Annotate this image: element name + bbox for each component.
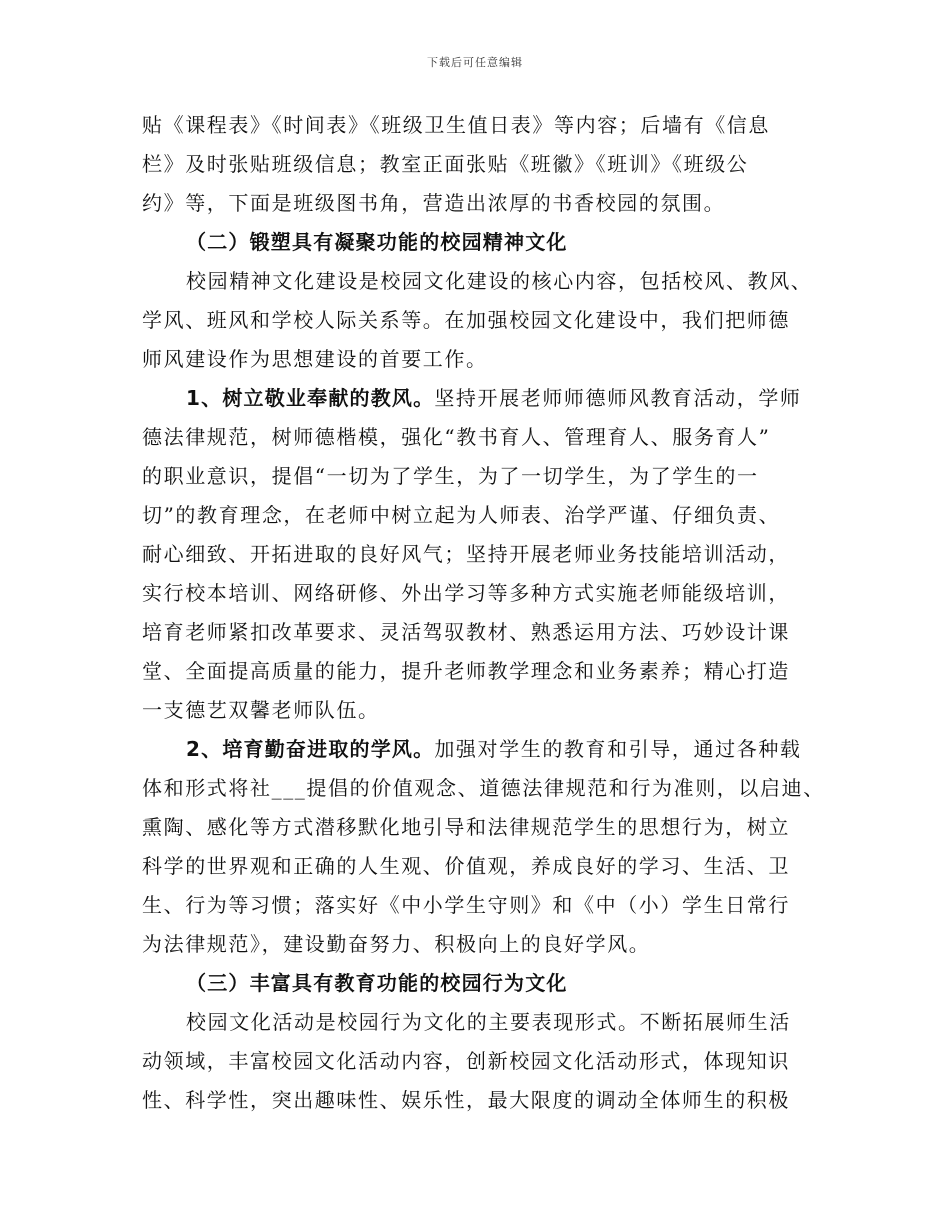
- body-line: 堂、全面提高质量的能力，提升老师教学理念和业务素养；精心打造: [142, 659, 790, 683]
- body-line: 师风建设作为思想建设的首要工作。: [142, 347, 488, 371]
- body-line: 科学的世界观和正确的人生观、价值观，养成良好的学习、生活、卫: [142, 854, 790, 878]
- body-line: 生、行为等习惯；落实好《中小学生守则》和《中（小）学生日常行: [142, 893, 790, 917]
- section-heading-3: （三）丰富具有教育功能的校园行为文化: [186, 971, 568, 995]
- body-line: 约》等，下面是班级图书角，营造出浓厚的书香校园的氛围。: [142, 191, 726, 215]
- body-line: 栏》及时张贴班级信息；教室正面张贴《班徽》《班训》《班级公: [142, 152, 749, 176]
- subheading-2: 2、培育勤奋进取的学风。: [186, 737, 435, 761]
- body-line: 一支德艺双馨老师队伍。: [142, 698, 380, 722]
- body-line: 贴《课程表》《时间表》《班级卫生值日表》等内容；后墙有《信息: [142, 113, 770, 137]
- body-line: 德法律规范，树师德楷模，强化“教书育人、管理育人、服务育人”: [142, 425, 771, 449]
- body-line: 体和形式将社___提倡的价值观念、道德法律规范和行为准则，以启迪、: [142, 776, 825, 800]
- document-body: [142, 106, 832, 1120]
- body-line: 性、科学性，突出趣味性、娱乐性，最大限度的调动全体师生的积极: [142, 1088, 790, 1112]
- paragraph-line: [142, 379, 832, 418]
- subheading-1: 1、树立敬业奉献的教风。: [186, 386, 435, 410]
- body-line: 为法律规范》，建设勤奋努力、积极向上的良好学风。: [142, 932, 651, 956]
- body-line: 培育老师紧扣改革要求、灵活驾驭教材、熟悉运用方法、巧妙设计课: [142, 620, 790, 644]
- body-line: 学风、班风和学校人际关系等。在加强校园文化建设中，我们把师德: [142, 308, 790, 332]
- body-line: 校园精神文化建设是校园文化建设的核心内容，包括校风、教风、: [186, 269, 813, 293]
- body-line: 校园文化活动是校园行为文化的主要表现形式。不断拓展师生活: [186, 1010, 791, 1034]
- body-line: 耐心细致、开拓进取的良好风气；坚持开展老师业务技能培训活动，: [142, 542, 790, 566]
- body-line: 切”的教育理念，在老师中树立起为人师表、治学严谨、仔细负责、: [142, 503, 781, 527]
- header-note: 下载后可任意编辑: [427, 56, 523, 69]
- body-text: 坚持开展老师师德师风教育活动，学师: [434, 386, 802, 410]
- body-text: 加强对学生的教育和引导，通过各种载: [434, 737, 802, 761]
- paragraph-line: [142, 730, 832, 769]
- body-line: 熏陶、感化等方式潜移默化地引导和法律规范学生的思想行为，树立: [142, 815, 790, 839]
- body-line: 动领域，丰富校园文化活动内容，创新校园文化活动形式，体现知识: [142, 1049, 790, 1073]
- section-heading-2: （二）锻塑具有凝聚功能的校园精神文化: [186, 230, 568, 254]
- body-line: 实行校本培训、网络研修、外出学习等多种方式实施老师能级培训，: [142, 581, 790, 605]
- body-line: 的职业意识，提倡“一切为了学生，为了一切学生，为了学生的一: [142, 464, 759, 488]
